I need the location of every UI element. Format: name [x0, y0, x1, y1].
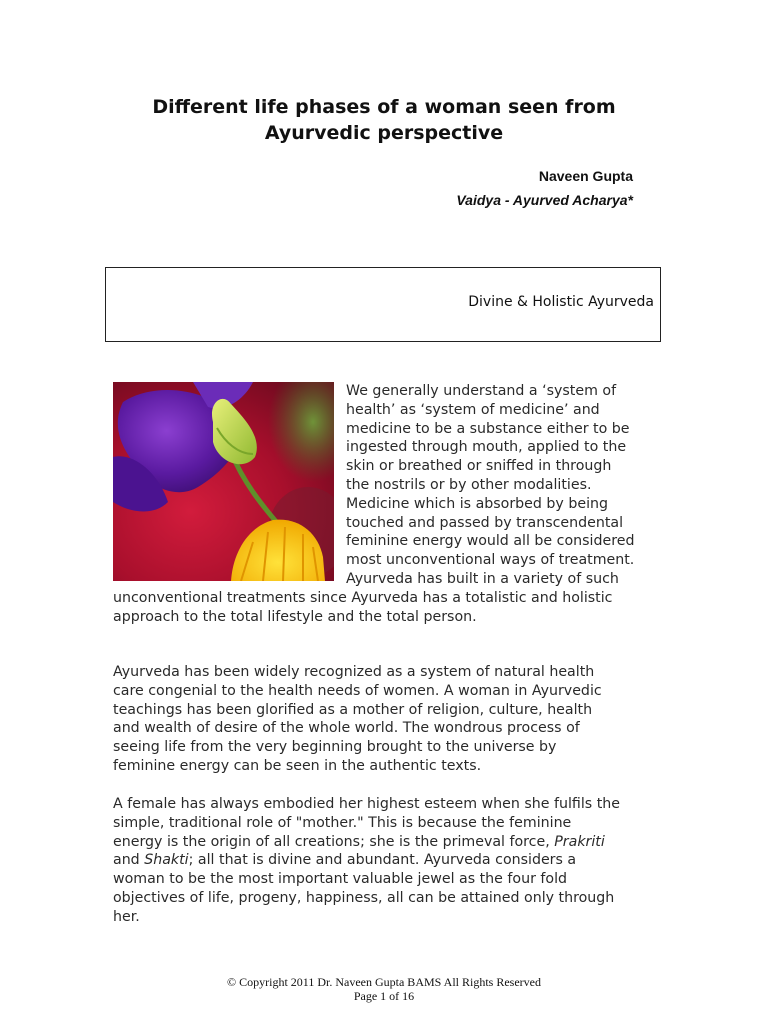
text-line: seeing life from the very beginning brought to the universe by	[113, 739, 557, 756]
intro-continued-text	[113, 589, 658, 627]
text-line	[113, 833, 658, 852]
text-line: teachings has been glorified as a mother of religion, culture, health	[113, 701, 593, 718]
text-line: the nostrils or by other modalities.	[346, 476, 592, 493]
banner-text: Divine & Holistic Ayurveda	[468, 294, 654, 310]
text-line: A female has always embodied her highest esteem when she fulfils the	[113, 796, 620, 812]
text-line: most unconventional ways of treatment.	[346, 552, 635, 569]
text-line: her.	[113, 908, 140, 925]
text-line: woman to be the most important valuable jewel as the four fold	[113, 871, 568, 888]
text-line: health’ as ‘system of medicine’ and	[346, 401, 600, 418]
text-line: approach to the total lifestyle and the total person.	[113, 608, 477, 625]
author-role: Vaidya - Ayurved Acharya*	[456, 192, 633, 208]
text-line: medicine to be a substance either to be	[346, 420, 630, 437]
text-span: energy is the origin of all creations; she is the primeval force,	[113, 833, 555, 850]
text-span: ; all that is divine and abundant. Ayurveda considers a	[188, 852, 577, 869]
paragraph-2	[113, 663, 658, 776]
intro-wrapped-text	[346, 382, 656, 589]
text-line	[113, 851, 658, 870]
text-line: unconventional treatments since Ayurveda has a totalistic and holistic	[113, 590, 613, 606]
text-line: feminine energy would all be considered	[346, 533, 635, 550]
document-title	[60, 94, 708, 146]
page-number: Page 1 of 16	[353, 989, 415, 1003]
flower-image	[113, 382, 334, 581]
text-line: objectives of life, progeny, happiness, all can be attained only through	[113, 889, 615, 906]
copyright-notice: © Copyright 2011 Dr. Naveen Gupta BAMS All Rights Reserved	[227, 975, 541, 989]
text-line: feminine energy can be seen in the authentic texts.	[113, 757, 482, 774]
text-line: We generally understand a ‘system of	[346, 383, 617, 399]
prakriti-term: Prakriti	[554, 833, 605, 850]
text-line: Ayurveda has built in a variety of such	[346, 570, 619, 587]
paragraph-3	[113, 795, 658, 927]
text-line: skin or breathed or sniffed in through	[346, 458, 612, 475]
flower-photo	[113, 382, 334, 581]
text-line: Ayurveda has been widely recognized as a system of natural health	[113, 664, 595, 680]
shakti-term: Shakti	[144, 852, 189, 869]
title-line-2: Ayurvedic perspective	[264, 122, 504, 144]
text-line: and wealth of desire of the whole world. The wondrous process of	[113, 720, 580, 737]
author-block	[456, 164, 633, 212]
banner-box	[105, 267, 661, 342]
title-line-1: Different life phases of a woman seen from	[152, 96, 616, 118]
text-line: touched and passed by transcendental	[346, 514, 624, 531]
text-span: and	[113, 852, 145, 869]
text-line: care congenial to the health needs of women. A woman in Ayurvedic	[113, 682, 602, 699]
text-line: ingested through mouth, applied to the	[346, 439, 627, 456]
page-footer	[0, 975, 768, 1003]
text-line: Medicine which is absorbed by being	[346, 495, 609, 512]
text-line: simple, traditional role of "mother." This is because the feminine	[113, 814, 572, 831]
author-name: Naveen Gupta	[538, 168, 633, 184]
